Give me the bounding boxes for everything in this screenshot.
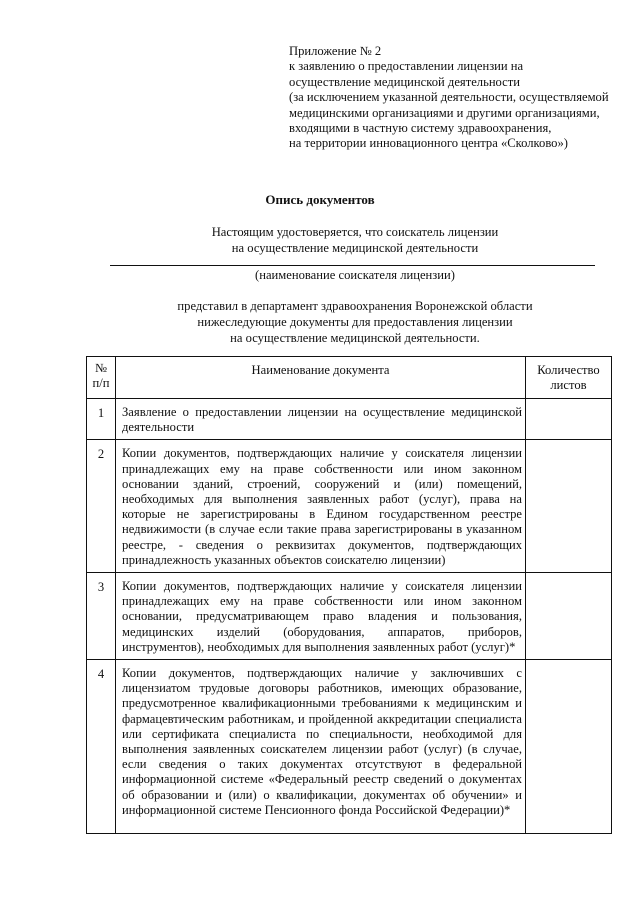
appendix-line: осуществление медицинской деятельности bbox=[289, 74, 521, 89]
row-text: Копии документов, подтверждающих наличие у соискателя лицензии принадлежащих ему на праве собственности или ином законном основании зданий, строений, сооружений и (или) помещений, необходимых для выполнения заявленных работ (услуг), права на которые не зарегистрированы в Едином государственном реестре недвижимости (в случае если такие права зарегистрированы в указанном реестре, - сведения о реквизитах документов, подтверждающих принадлежность указанных объектов соискателю лицензии) bbox=[116, 440, 526, 573]
applicant-caption: (наименование соискателя лицензии) bbox=[255, 268, 455, 282]
submitted-line: нижеследующие документы для предоставления лицензии bbox=[197, 315, 513, 329]
header-num-line: п/п bbox=[92, 376, 110, 390]
certify-line: Настоящим удостоверяется, что соискатель лицензии bbox=[211, 225, 499, 239]
row-text: Заявление о предоставлении лицензии на осуществление медицинской деятельности bbox=[116, 399, 526, 440]
header-qty bbox=[526, 357, 612, 399]
table-header-row bbox=[87, 357, 612, 399]
header-qty-line: Количество bbox=[537, 363, 600, 377]
row-qty bbox=[526, 573, 612, 660]
appendix-line: медицинскими организациями и другими организациями, bbox=[289, 105, 600, 120]
row-text: Копии документов, подтверждающих наличие у соискателя лицензии принадлежащих ему на праве собственности или ином законном основании, предусматривающем право владения и пользования, медицинских изделий (оборудования, аппаратов, приборов, инструментов), необходимых для выполнения заявленных работ (услуг)* bbox=[116, 573, 526, 660]
submitted-text bbox=[0, 298, 640, 346]
table-row bbox=[87, 440, 612, 573]
row-qty bbox=[526, 660, 612, 834]
table-row bbox=[87, 399, 612, 440]
document-title: Опись документов bbox=[265, 192, 375, 207]
appendix-line: Приложение № 2 bbox=[289, 44, 382, 58]
row-num: 1 bbox=[87, 399, 116, 440]
row-text: Копии документов, подтверждающих наличие у заключивших с лицензиатом трудовые договоры работников, имеющих образование, предусмотренное квалификационными требованиями к медицинским и фармацевтическим работникам, и пройденной аккредитации специалиста или сертификата специалиста по специальности, необходимой для выполнения заявленных соискателем лицензии работ (услуг) (в случае, если сведения о таких документах отсутствуют в федеральной информационной системе «Федеральный реестр сведений о документах об образовании и (или) о квалификации, документах об обучении» и информационной системе Пенсионного фонда Российской Федерации)* bbox=[116, 660, 526, 834]
appendix-line: на территории инновационного центра «Сколково») bbox=[289, 136, 568, 151]
documents-table bbox=[86, 356, 612, 834]
row-num: 2 bbox=[87, 440, 116, 573]
appendix-line: к заявлению о предоставлении лицензии на bbox=[289, 59, 524, 74]
row-num: 3 bbox=[87, 573, 116, 660]
header-name: Наименование документа bbox=[116, 357, 526, 399]
header-num-line: № bbox=[94, 361, 108, 375]
row-qty bbox=[526, 440, 612, 573]
appendix-line: входящими в частную систему здравоохранения, bbox=[289, 121, 552, 136]
certify-text bbox=[0, 224, 640, 256]
header-num bbox=[87, 357, 116, 399]
header-qty-line: листов bbox=[550, 378, 587, 392]
appendix-line: (за исключением указанной деятельности, осуществляемой bbox=[289, 90, 609, 105]
row-qty bbox=[526, 399, 612, 440]
submitted-line: представил в департамент здравоохранения Воронежской области bbox=[177, 299, 533, 313]
appendix-header bbox=[289, 44, 629, 152]
submitted-line: на осуществление медицинской деятельности. bbox=[230, 331, 480, 345]
table-row bbox=[87, 573, 612, 660]
table-row bbox=[87, 660, 612, 834]
row-num: 4 bbox=[87, 660, 116, 834]
applicant-fill-line bbox=[110, 265, 595, 266]
certify-line: на осуществление медицинской деятельности bbox=[231, 241, 479, 255]
